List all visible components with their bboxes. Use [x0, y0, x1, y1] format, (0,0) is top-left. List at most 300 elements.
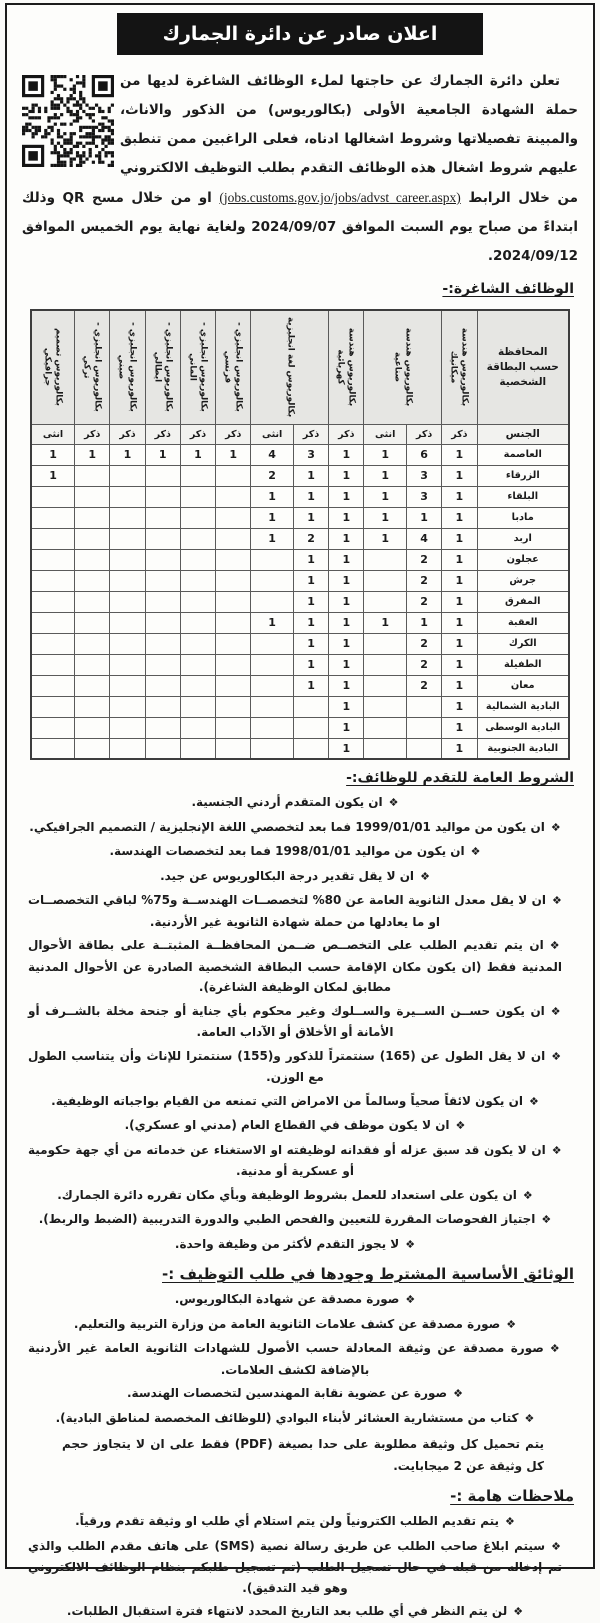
bullet-icon: ❖ [523, 1189, 533, 1202]
count-cell [75, 549, 110, 570]
count-cell [251, 570, 294, 591]
degree-header-label: بكالوريوس هندسة ميكانيك [449, 314, 470, 420]
count-cell [407, 696, 442, 717]
count-cell: 1 [293, 633, 328, 654]
count-cell [180, 717, 215, 738]
count-cell: 3 [407, 486, 442, 507]
count-cell: 1 [364, 465, 407, 486]
count-cell [180, 486, 215, 507]
count-cell: 1 [407, 507, 442, 528]
governorate-cell: البادية الجنوبية [477, 738, 569, 759]
count-cell: 1 [364, 444, 407, 465]
list-item-text: صورة مصدقة عن وثيقة المعادلة حسب الأصول للشهادات الثانوية العامة غير الأردنية بالإضافة لكشف العلامات. [28, 1341, 544, 1377]
count-cell: 3 [293, 444, 328, 465]
count-cell [216, 591, 251, 612]
count-cell [110, 738, 145, 759]
list-item-text: لا يجوز التقدم لأكثر من وظيفة واحدة. [175, 1237, 399, 1251]
count-cell: 2 [407, 633, 442, 654]
count-cell [364, 570, 407, 591]
table-row [31, 507, 569, 528]
count-cell [251, 654, 294, 675]
count-cell: 1 [180, 444, 215, 465]
count-cell [31, 738, 75, 759]
list-item-text: ان يكون المتقدم أردني الجنسية. [191, 795, 382, 809]
count-cell [216, 738, 251, 759]
count-cell: 1 [329, 633, 364, 654]
count-cell: 1 [407, 612, 442, 633]
list-item [28, 1140, 562, 1182]
count-cell [110, 717, 145, 738]
table-row [31, 528, 569, 549]
documents-list [22, 1289, 578, 1429]
count-cell [31, 486, 75, 507]
count-cell: 1 [329, 444, 364, 465]
count-cell [180, 696, 215, 717]
list-item [28, 866, 562, 888]
count-cell [75, 507, 110, 528]
count-cell [75, 696, 110, 717]
count-cell: 1 [329, 696, 364, 717]
list-item-text: ان يكون لائقاً صحياً وسالماً من الامراض التي تمنعه من القيام بواجباته الوظيفية. [51, 1094, 523, 1108]
list-item-text: ان يكون من مواليد 1999/01/01 فما بعد لتخصصي اللغة الإنجليزية / التصميم الجرافيكي. [29, 820, 545, 834]
count-cell [31, 528, 75, 549]
application-link[interactable]: (jobs.customs.gov.jo/jobs/advst_career.aspx) [219, 190, 460, 205]
count-cell [180, 675, 215, 696]
count-cell [145, 633, 180, 654]
count-cell [216, 528, 251, 549]
count-cell [145, 696, 180, 717]
degree-header-cell [251, 310, 329, 424]
count-cell [110, 465, 145, 486]
count-cell: 1 [293, 549, 328, 570]
count-cell [145, 528, 180, 549]
governorate-cell: المفرق [477, 591, 569, 612]
count-cell: 1 [364, 528, 407, 549]
gender-cell: ذكر [293, 424, 328, 444]
degree-header-cell [75, 310, 110, 424]
bullet-icon: ❖ [552, 1144, 562, 1157]
list-item [28, 1383, 562, 1405]
count-cell: 1 [442, 570, 477, 591]
governorate-cell: العقبة [477, 612, 569, 633]
count-cell: 1 [293, 507, 328, 528]
count-cell: 1 [110, 444, 145, 465]
count-cell: 1 [329, 570, 364, 591]
governorate-cell: الطفيلة [477, 654, 569, 675]
table-row [31, 570, 569, 591]
list-item-text: صورة مصدقة عن شهادة البكالوريوس. [175, 1292, 400, 1306]
list-item [28, 1314, 562, 1336]
list-item-text: كتاب من مستشارية العشائر لأبناء البوادي (للوظائف المخصصة لمناطق البادية). [56, 1411, 519, 1425]
count-cell: 1 [329, 591, 364, 612]
count-cell [364, 696, 407, 717]
count-cell: 1 [442, 549, 477, 570]
list-item [28, 817, 562, 839]
count-cell: 2 [407, 675, 442, 696]
count-cell [364, 717, 407, 738]
gender-cell: انثى [364, 424, 407, 444]
count-cell [75, 528, 110, 549]
count-cell [145, 570, 180, 591]
count-cell: 1 [364, 612, 407, 633]
degree-header-label: بكالوريوس هندسة كهربائية [336, 314, 357, 420]
degree-header-label: بكالوريوس انجليزي - تركي [82, 314, 103, 420]
count-cell [180, 654, 215, 675]
count-cell: 1 [251, 612, 294, 633]
count-cell: 1 [251, 486, 294, 507]
gender-cell: ذكر [442, 424, 477, 444]
count-cell [251, 675, 294, 696]
count-cell [75, 591, 110, 612]
table-row [31, 465, 569, 486]
degree-header-cell [180, 310, 215, 424]
count-cell: 1 [329, 612, 364, 633]
count-cell [251, 738, 294, 759]
count-cell [180, 465, 215, 486]
count-cell [75, 633, 110, 654]
count-cell: 1 [293, 486, 328, 507]
bullet-icon: ❖ [506, 1318, 516, 1331]
bullet-icon: ❖ [513, 1605, 523, 1618]
count-cell: 1 [442, 528, 477, 549]
conditions-list [22, 792, 578, 1255]
list-item [28, 890, 562, 932]
count-cell: 1 [442, 675, 477, 696]
count-cell: 1 [442, 717, 477, 738]
intro-text-after-link: او من خلال مسح QR وذلك ابتداءً من صباح يوم السبت الموافق 2024/09/07 ولغاية نهاية يوم الخميس الموافق 2024/09/12. [22, 190, 578, 264]
count-cell [293, 696, 328, 717]
notes-list [22, 1511, 578, 1623]
count-cell: 1 [329, 738, 364, 759]
count-cell: 2 [407, 591, 442, 612]
count-cell: 1 [293, 675, 328, 696]
count-cell [251, 696, 294, 717]
count-cell [216, 675, 251, 696]
count-cell [31, 717, 75, 738]
gender-cell: انثى [251, 424, 294, 444]
count-cell: 1 [251, 528, 294, 549]
count-cell [251, 717, 294, 738]
list-item-text: ان لا يقل الطول عن (165) سنتمتراً للذكور و(155) سنتمترا للإناث وأن يتناسب الطول مع الوزن. [28, 1049, 545, 1085]
count-cell [180, 549, 215, 570]
count-cell: 2 [293, 528, 328, 549]
list-item [28, 841, 562, 863]
list-item [28, 1408, 562, 1430]
count-cell: 1 [145, 444, 180, 465]
count-cell [216, 717, 251, 738]
table-row [31, 486, 569, 507]
degree-header-cell [145, 310, 180, 424]
count-cell [364, 591, 407, 612]
count-cell [31, 633, 75, 654]
list-item [28, 1001, 562, 1043]
list-item [28, 1185, 562, 1207]
count-cell: 1 [329, 654, 364, 675]
degree-header-cell [364, 310, 442, 424]
count-cell: 6 [407, 444, 442, 465]
count-cell [216, 570, 251, 591]
count-cell: 1 [442, 591, 477, 612]
gender-cell: ذكر [329, 424, 364, 444]
list-item-text: صورة مصدقة عن كشف علامات الثانوية العامة من وزارة التربية والتعليم. [74, 1317, 500, 1331]
list-item-text: ان يكون على استعداد للعمل بشروط الوظيفة وبأي مكان تقرره دائرة الجمارك. [57, 1188, 517, 1202]
gender-row [31, 424, 569, 444]
list-item [28, 1536, 562, 1599]
table-row [31, 591, 569, 612]
count-cell: 3 [407, 465, 442, 486]
count-cell: 2 [407, 549, 442, 570]
table-header-row [31, 310, 569, 424]
degree-header-label: بكالوريوس تصميم جرافيكي [43, 314, 64, 420]
count-cell: 1 [442, 738, 477, 759]
count-cell [75, 465, 110, 486]
bullet-icon: ❖ [551, 1005, 562, 1018]
count-cell [110, 570, 145, 591]
count-cell [216, 549, 251, 570]
list-item-text: ان يكون حســن الســيرة والســلوك وغير محكوم بأي جناية أو جنحة مخلة بالشــرف أو الأمانة أو الأخلاق أو الآداب العامة. [28, 1004, 545, 1040]
count-cell [364, 738, 407, 759]
count-cell [110, 633, 145, 654]
documents-heading: الوثائق الأساسية المشترط وجودها في طلب التوظيف :- [26, 1265, 574, 1283]
degree-header-label: بكالوريوس لغة انجليزية [285, 314, 296, 420]
table-row [31, 738, 569, 759]
count-cell [31, 654, 75, 675]
count-cell: 1 [329, 675, 364, 696]
bullet-icon: ❖ [505, 1515, 515, 1528]
gender-cell: ذكر [180, 424, 215, 444]
conditions-heading: الشروط العامة للتقدم للوظائف:- [26, 770, 574, 786]
list-item [28, 792, 562, 814]
count-cell [110, 654, 145, 675]
count-cell [31, 612, 75, 633]
count-cell [180, 591, 215, 612]
governorate-cell: الزرقاء [477, 465, 569, 486]
count-cell: 1 [31, 444, 75, 465]
count-cell [216, 465, 251, 486]
gender-cell: ذكر [407, 424, 442, 444]
count-cell [145, 675, 180, 696]
bullet-icon: ❖ [405, 1238, 415, 1251]
count-cell [75, 654, 110, 675]
degree-header-label: بكالوريوس انجليزي - الماني [187, 314, 208, 420]
count-cell: 1 [442, 444, 477, 465]
count-cell [75, 570, 110, 591]
count-cell [145, 549, 180, 570]
count-cell [293, 738, 328, 759]
notes-heading: ملاحظات هامة :- [26, 1487, 574, 1505]
count-cell [216, 612, 251, 633]
count-cell [216, 507, 251, 528]
count-cell [407, 717, 442, 738]
count-cell: 1 [293, 591, 328, 612]
count-cell [110, 612, 145, 633]
list-item-text: ان لا يكون موظف في القطاع العام (مدني او عسكري). [125, 1118, 450, 1132]
degree-header-label: بكالوريوس انجليزي - صيني [117, 314, 138, 420]
bullet-icon: ❖ [456, 1119, 466, 1132]
bullet-icon: ❖ [471, 845, 481, 858]
bullet-icon: ❖ [453, 1387, 463, 1400]
bullet-icon: ❖ [550, 939, 562, 952]
count-cell [364, 549, 407, 570]
bullet-icon: ❖ [420, 870, 430, 883]
count-cell [216, 696, 251, 717]
governorate-cell: اربد [477, 528, 569, 549]
count-cell [251, 549, 294, 570]
count-cell [216, 486, 251, 507]
bullet-icon: ❖ [551, 821, 561, 834]
bullet-icon: ❖ [389, 796, 399, 809]
count-cell: 1 [293, 654, 328, 675]
governorate-cell: البادية الشمالية [477, 696, 569, 717]
gender-cell: ذكر [216, 424, 251, 444]
count-cell [145, 738, 180, 759]
count-cell: 1 [216, 444, 251, 465]
count-cell: 1 [364, 486, 407, 507]
intro-text-before-link: تعلن دائرة الجمارك عن حاجتها لملء الوظائف الشاغرة لديها من حملة الشهادة الجامعية الأولى (بكالوريوس) من الذكور والاناث، والمبينة تفصيلاتها وشروط اشغالها ادناه، فعلى الراغبين ممن تنطبق عليهم شروط اشغال هذه الوظائف التقدم بطلب التوظيف الالكتروني من خلال الرابط [120, 73, 578, 206]
governorate-cell: البلقاء [477, 486, 569, 507]
table-row [31, 549, 569, 570]
list-item [28, 1338, 562, 1380]
list-item-text: اجتياز الفحوصات المقررة للتعيين والفحص الطبي والدورة التدريبية (الضبط والربط). [39, 1212, 536, 1226]
count-cell [145, 591, 180, 612]
gender-cell: ذكر [110, 424, 145, 444]
count-cell: 4 [407, 528, 442, 549]
count-cell [180, 612, 215, 633]
governorate-cell: البادية الوسطى [477, 717, 569, 738]
list-item [28, 1234, 562, 1256]
table-row [31, 633, 569, 654]
governorate-cell: مادبا [477, 507, 569, 528]
count-cell [180, 570, 215, 591]
count-cell: 1 [442, 507, 477, 528]
count-cell: 1 [442, 465, 477, 486]
count-cell: 1 [442, 654, 477, 675]
table-row [31, 612, 569, 633]
governorate-cell: الكرك [477, 633, 569, 654]
list-item-text: ان لا يكون قد سبق عزله أو فقدانه لوظيفته او الاستغناء عن خدماته من أي جهة حكومية أو عسكرية أو مدنية. [28, 1143, 546, 1179]
count-cell: 1 [329, 549, 364, 570]
count-cell [145, 654, 180, 675]
intro-section [22, 65, 578, 271]
bullet-icon: ❖ [550, 1342, 562, 1355]
count-cell [75, 738, 110, 759]
vacancies-table [30, 309, 570, 760]
degree-header-cell [329, 310, 364, 424]
list-item-text: ان لا يقل معدل الثانوية العامة عن 80% لتخصصــات الهندســة و75% لباقي التخصصــات او ما يعادلها من حملة شهادة الثانوية غير الأردنية. [28, 893, 546, 929]
announcement-page [5, 3, 595, 1569]
count-cell: 1 [442, 633, 477, 654]
degree-header-cell [31, 310, 75, 424]
governorate-cell: معان [477, 675, 569, 696]
count-cell [251, 633, 294, 654]
count-cell: 2 [251, 465, 294, 486]
table-row [31, 444, 569, 465]
list-item [28, 1511, 562, 1533]
count-cell [293, 717, 328, 738]
count-cell [31, 507, 75, 528]
bullet-icon: ❖ [551, 1050, 562, 1063]
list-item-text: ان لا يقل تقدير درجة البكالوريوس عن جيد. [160, 869, 414, 883]
count-cell: 1 [442, 612, 477, 633]
degree-header-label: بكالوريوس انجليزي - ايطالي [152, 314, 173, 420]
upload-note: يتم تحميل كل وثيقة مطلوبة على حدا بصيغة (PDF) فقط على ان لا يتجاوز حجم كل وثيقة عن 2 ميجابايت. [62, 1433, 544, 1477]
count-cell [180, 738, 215, 759]
degree-header-cell [110, 310, 145, 424]
count-cell: 1 [293, 465, 328, 486]
table-row [31, 675, 569, 696]
count-cell [364, 654, 407, 675]
count-cell [75, 717, 110, 738]
count-cell: 1 [442, 696, 477, 717]
table-row [31, 717, 569, 738]
governorate-header-cell: المحافظة حسب البطاقة الشخصية [477, 310, 569, 424]
degree-header-label: بكالوريوس انجليزي - فرنسي [223, 314, 244, 420]
count-cell: 1 [329, 717, 364, 738]
list-item [28, 1115, 562, 1137]
bullet-icon: ❖ [541, 1213, 551, 1226]
count-cell [110, 549, 145, 570]
count-cell [110, 675, 145, 696]
page-title: اعلان صادر عن دائرة الجمارك [117, 13, 484, 55]
bullet-icon: ❖ [552, 894, 562, 907]
table-row [31, 654, 569, 675]
count-cell: 1 [293, 612, 328, 633]
count-cell [145, 717, 180, 738]
gender-label-cell: الجنس [477, 424, 569, 444]
degree-header-cell [216, 310, 251, 424]
count-cell [110, 528, 145, 549]
count-cell [75, 486, 110, 507]
degree-header-label: بكالوريوس هندسة صناعية [392, 314, 413, 420]
count-cell [75, 612, 110, 633]
bullet-icon: ❖ [529, 1095, 539, 1108]
count-cell [216, 633, 251, 654]
count-cell [145, 465, 180, 486]
count-cell: 4 [251, 444, 294, 465]
count-cell [31, 591, 75, 612]
count-cell: 1 [442, 486, 477, 507]
qr-code-icon [22, 73, 114, 169]
count-cell [180, 507, 215, 528]
count-cell [31, 696, 75, 717]
count-cell: 1 [329, 528, 364, 549]
count-cell: 1 [364, 507, 407, 528]
count-cell: 1 [329, 486, 364, 507]
count-cell [110, 591, 145, 612]
bullet-icon: ❖ [405, 1293, 415, 1306]
count-cell [251, 591, 294, 612]
count-cell: 2 [407, 654, 442, 675]
count-cell: 1 [31, 465, 75, 486]
count-cell [145, 507, 180, 528]
list-item [28, 1091, 562, 1113]
degree-header-cell [442, 310, 477, 424]
bullet-icon: ❖ [525, 1412, 535, 1425]
governorate-cell: عجلون [477, 549, 569, 570]
count-cell: 1 [329, 507, 364, 528]
count-cell: 2 [407, 570, 442, 591]
count-cell [145, 486, 180, 507]
bullet-icon: ❖ [551, 1540, 562, 1553]
count-cell [75, 675, 110, 696]
count-cell [31, 675, 75, 696]
count-cell [364, 675, 407, 696]
count-cell [145, 612, 180, 633]
vacancies-heading: الوظائف الشاغرة:- [26, 281, 574, 297]
list-item [28, 935, 562, 998]
governorate-cell: العاصمة [477, 444, 569, 465]
count-cell [110, 507, 145, 528]
